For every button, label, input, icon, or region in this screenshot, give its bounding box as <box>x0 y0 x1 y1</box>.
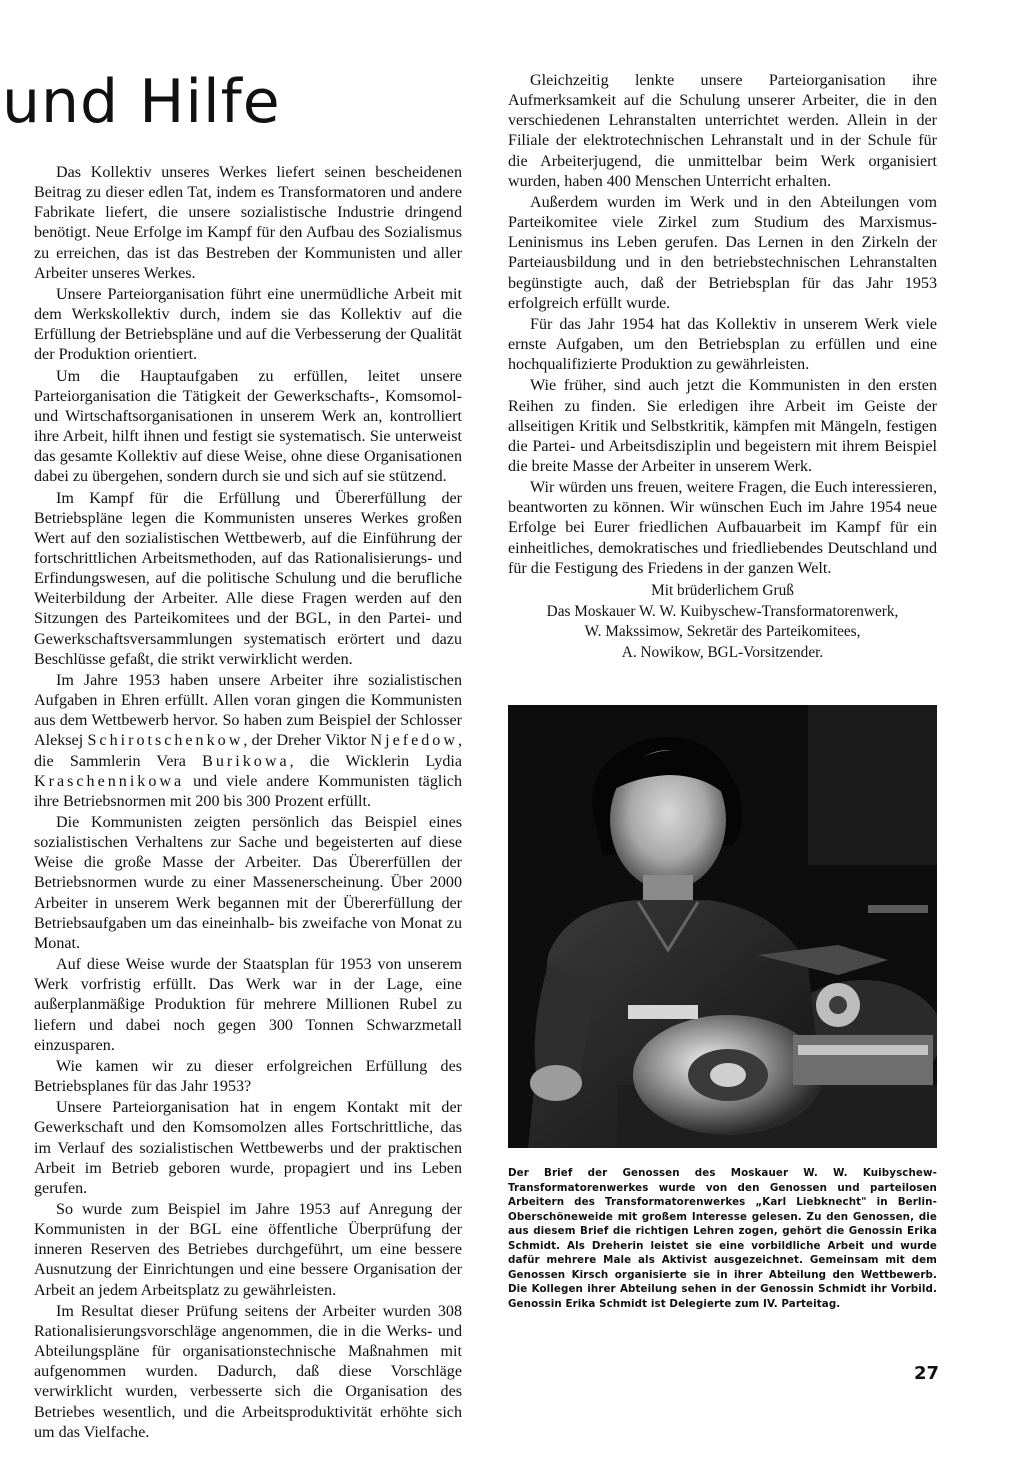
left-text-column <box>34 163 462 1443</box>
paragraph: Wir würden uns freuen, weitere Fragen, die Euch interessieren, beantworten zu können. Wir wünschen Euch im Jahre 1954 neue Erfolge bei Eurer friedlichen Aufbauarbeit im Kampf für ein einheitliches, demokratisches und friedliebendes Deutschland und für die Festigung des Friedens in der ganzen Welt. <box>508 479 937 577</box>
paragraph: So wurde zum Beispiel im Jahre 1953 auf Anregung der Kommunisten in der BGL eine öffentliche Überprüfung der inneren Reserven des Betriebes durchgeführt, um eine bessere Ausnutzung der Einrichtungen und eine bessere Organisation der Arbeit an jedem Arbeitsplatz zu gewährleisten. <box>34 1200 462 1299</box>
right-text-column <box>508 71 937 663</box>
paragraph: Für das Jahr 1954 hat das Kollektiv in unserem Werk viele ernste Aufgaben, um den Betriebsplan zu erfüllen und eine hochqualifizierte Produktion zu gewährleisten. <box>508 315 937 374</box>
paragraph: Wie früher, sind auch jetzt die Kommunisten in den ersten Reihen zu finden. Sie erledigen ihre Arbeit im Geiste der allseitigen Kritik und Selbstkritik, kämpfen mit Mängeln, festigen die Partei- und Arbeitsdisziplin und begeistern mit ihrem Beispiel die breite Masse der Arbeiter in unserem Werk. <box>508 377 937 475</box>
photo-caption: Der Brief der Genossen des Moskauer W. W. Kuibyschew-Transformatorenwerkes wurde von den Genossen und parteilosen Arbeitern des Transformatorenwerkes „Karl Liebknecht" in Berlin-Oberschöneweide mit großem Interesse gelesen. Zu den Genossen, die aus diesem Brief die richtigen Lehren zogen, gehört die Genossin Erika Schmidt. Als Dreherin leistet sie eine vorbildliche Arbeit und wurde dafür mehrere Male als Aktivist ausgezeichnet. Gemeinsam mit dem Genossen Kirsch organisierte sie in ihrer Abteilung den Wettbewerb. Die Kollegen ihrer Abteilung sehen in der Genossin Schmidt ihr Vorbild. Genossin Erika Schmidt ist Delegierte zum IV. Parteitag. <box>508 1167 937 1310</box>
paragraph: Unsere Parteiorganisation führt eine unermüdliche Arbeit mit dem Werkskollektiv durch, indem sie das Kollektiv auf die Erfüllung der Betriebspläne und auf die Verbesserung der Qualität der Produktion orientiert. <box>34 285 462 364</box>
closing-greeting: Mit brüderlichem Gruß <box>651 581 794 599</box>
paragraph-text: , die Sammlerin Vera <box>34 732 463 770</box>
page-number: 27 <box>914 1363 940 1384</box>
paragraph: Die Kommunisten zeigten persönlich das Beispiel eines sozialistischen Verhaltens zur Sache und begeisterten auf diese Weise die große Masse der Arbeiter. Das Übererfüllen der Betriebsnormen wurde zu einer Massenerscheinung. Über 2000 Arbeiter in unserem Werk begannen mit der Übererfüllung der Betriebsaufgaben um das eineinhalb- bis zweifache von Monat zu Monat. <box>34 814 462 952</box>
paragraph-text: , die Wicklerin Lydia <box>289 752 462 770</box>
paragraph: Im Kampf für die Erfüllung und Übererfüllung der Betriebspläne legen die Kommunisten unseres Werkes großen Wert auf den sozialistischen Wettbewerb, auf die Einführung der fortschrittlichen Arbeitsmethoden, auf das Rationalisierungs- und Erfindungswesen, auf die politische Schulung und die berufliche Weiterbildung der Arbeiter. Alle diese Fragen werden auf den Sitzungen des Parteikomitees und der BGL, in den Partei- und Gewerkschaftsversammlungen systematisch erörtert und dazu Beschlüsse gefaßt, die strikt verwirklicht werden. <box>34 489 462 668</box>
page-headline: und Hilfe <box>2 67 281 137</box>
paragraph: Unsere Parteiorganisation hat in engem Kontakt mit der Gewerkschaft und den Komsomolzen alles Fortschrittliche, das im Verlauf des sozialistischen Wettbewerbs und der praktischen Arbeit im Betrieb geboren wurde, propagiert und ins Leben gerufen. <box>34 1099 462 1197</box>
spaced-name: Kraschennikowa <box>34 772 185 790</box>
paragraph-text: Im Jahre 1953 haben unsere Arbeiter ihre sozialistischen Aufgaben in Ehren erfüllt. Allen voran gingen die Kommunisten aus dem Wettbewerb hervor. So haben zum Beispiel der Schlosser Aleksej <box>34 671 462 750</box>
paragraph: Um die Hauptaufgaben zu erfüllen, leitet unsere Parteiorganisation die Tätigkeit der Gewerkschafts-, Komsomol- und Wirtschaftsorganisationen in unserem Werk an, kontrolliert ihre Arbeit, hilft ihnen und festigt sie systematisch. Sie unterweist das gesamte Kollektiv auf diese Weise, ohne diese Organisationen dabei zu übergehen, sondern durch sie und sich auf sie stützend. <box>34 367 462 486</box>
paragraph: Auf diese Weise wurde der Staatsplan für 1953 von unserem Werk vorfristig erfüllt. Das Werk war in der Lage, eine außerplanmäßige Produktion für mehrere Millionen Rubel zu liefern und dabei noch gegen 300 Tonnen Schwarzmetall einzusparen. <box>34 956 462 1054</box>
paragraph: Im Resultat dieser Prüfung seitens der Arbeiter wurden 308 Rationalisierungsvorschläge angenommen, die in die Werks- und Abteilungspläne für organisationstechnische Maßnahmen mit aufgenommen wurden. Dadurch, daß diese Vorschläge verwirklicht wurden, verbesserte sich die Organisation des Betriebes wesentlich, und die Arbeitsproduktivität erhöhte sich um das Vielfache. <box>34 1302 462 1441</box>
paragraph <box>34 671 462 812</box>
spaced-name: Njefedow <box>370 732 458 750</box>
paragraph: Das Kollektiv unseres Werkes liefert seinen bescheidenen Beitrag zu dieser edlen Tat, indem es Transformatoren und andere Fabrikate liefert, die unsere sozialistische Industrie dringend benötigt. Neue Erfolge im Kampf für den Aufbau des Sozialismus zu erreichen, das ist das Bestreben der Kommunisten und aller Arbeiter unseres Werkes. <box>34 164 462 282</box>
spaced-name: Schirotschenkow <box>87 732 244 750</box>
closing-signer: A. Nowikow, BGL-Vorsitzender. <box>621 643 824 661</box>
closing-signer: W. Makssimow, Sekretär des Parteikomitees, <box>584 623 861 641</box>
paragraph-text: und viele andere Kommunisten täglich ihre Betriebsnormen mit 200 bis 300 Prozent erfüllt. <box>34 772 462 810</box>
spaced-name: Burikowa <box>202 752 290 770</box>
worker-photo <box>508 705 937 1148</box>
paragraph-text: , der Dreher Viktor <box>243 732 371 750</box>
paragraph: Wie kamen wir zu dieser erfolgreichen Erfüllung des Betriebsplanes für das Jahr 1953? <box>34 1057 462 1096</box>
letter-closing <box>508 581 937 663</box>
closing-organization: Das Moskauer W. W. Kuibyschew-Transformatorenwerk, <box>546 602 899 620</box>
paragraph: Gleichzeitig lenkte unsere Parteiorganisation ihre Aufmerksamkeit auf die Schulung unserer Arbeiter, die in den verschiedenen Lehranstalten unterrichtet werden. Allein in der Filiale der elektrotechnischen Lehranstalt und in der Schule für die Arbeiterjugend, die unmittelbar beim Werk organisiert wurden, haben 400 Menschen Unterricht erhalten. <box>508 72 937 190</box>
paragraph: Außerdem wurden im Werk und in den Abteilungen vom Parteikomitee viele Zirkel zum Studium des Marxismus-Leninismus ins Leben gerufen. Das Lernen in den Zirkeln der Parteiausbildung und in den betriebstechnischen Lehranstalten begünstigte auch, daß der Betriebsplan für das Jahr 1953 erfolgreich erfüllt wurde. <box>508 193 937 312</box>
